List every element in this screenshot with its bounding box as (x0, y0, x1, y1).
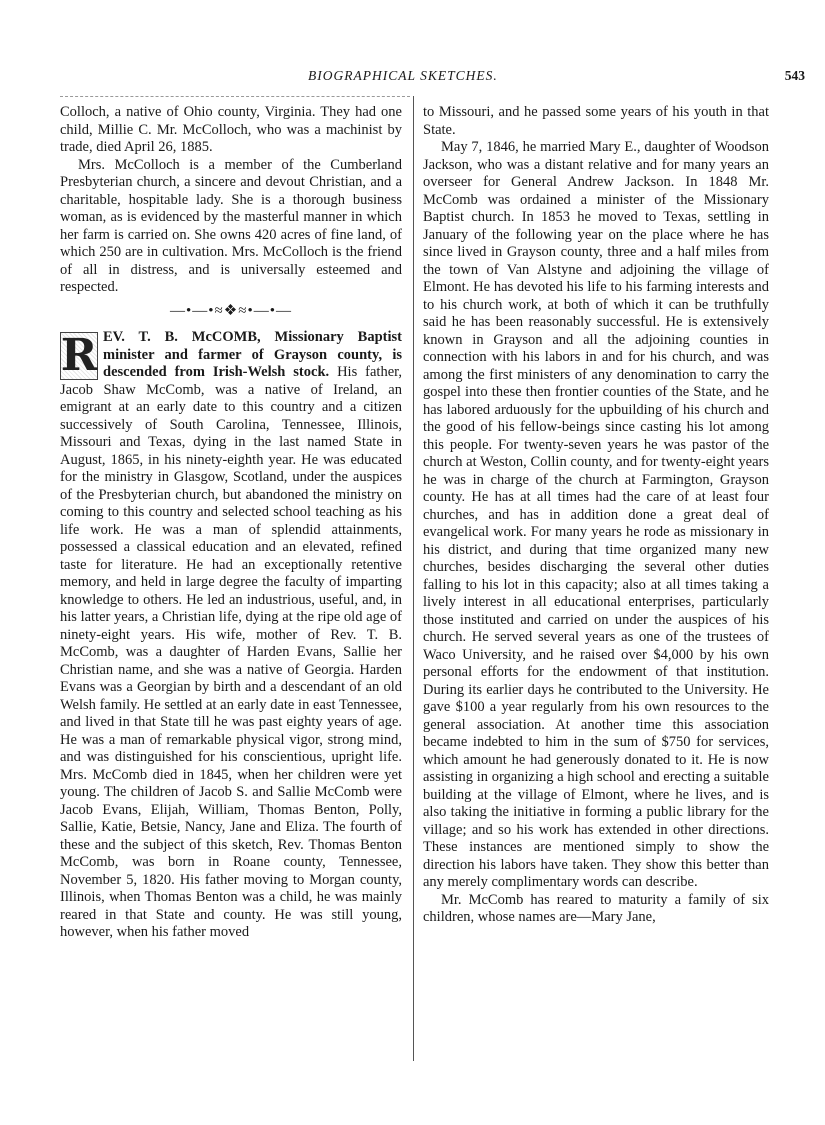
sketch-lead: EV. T. B. McCOMB, Missionary Baptist minister and farmer of Grayson county, is descended from Irish-Welsh stock. (103, 329, 402, 380)
sketch-body: His father, Jacob Shaw McComb, was a native of Ireland, an emigrant at an early date to this country and a citizen successively of South Carolina, Tennessee, Illinois, Missouri and Texas, dying in the last named State in August, 1865, in his ninety-eighth year. He was educated for the ministry in Glasgow, Scotland, under the auspices of the Presbyterian church, but abandoned the ministry on coming to this country and selected school teaching as his life work. He was a man of splendid attainments, possessed a classical education and an elevated, refined taste for literature. He had an exceptionally retentive memory, and held in large degree the faculty of imparting knowledge to others. He led an industrious, useful, and, in his latter years, a Christian life, dying at the ripe old age of ninety-eight years. His wife, mother of Rev. T. B. McComb, was a daughter of Harden Evans, Sallie her Christian name, and she was a native of Georgia. Harden Evans was a Georgian by birth and a descendant of an old Welsh family. He settled at an early date in east Tennessee, and lived in that State till he was past eighty years of age. He was a man of remarkable physical vigor, strong mind, and was distinguished for his conscientious, upright life. Mrs. McComb died in 1845, when her children were yet young. The children of Jacob S. and Sallie McComb were Jacob Evans, Elijah, William, Thomas Benton, Polly, Sallie, Katie, Betsie, Nancy, Jane and Eliza. The fourth of these and the subject of this sketch, Rev. Thomas Benton McComb, was born in Roane county, Tennessee, November 5, 1820. His father moving to Morgan county, Illinois, when Thomas Benton was a child, he was mainly reared in that State and county. He was still young, however, when his father moved (60, 364, 402, 940)
page-number: 543 (784, 68, 805, 83)
paragraph: Mr. McComb has reared to maturity a family of six children, whose names are—Mary Jane, (423, 891, 769, 925)
ornament-divider: —•—•≈❖≈•—•— (170, 302, 292, 319)
paragraph: Colloch, a native of Ohio county, Virginia. They had one child, Millie C. Mr. McColloch, who was a machinist by trade, died April 26, 1885. (60, 104, 402, 155)
running-head: BIOGRAPHICAL SKETCHES. (308, 68, 498, 83)
page-header (58, 68, 805, 92)
right-column (423, 104, 769, 927)
left-column (60, 104, 402, 942)
sketch-opening-paragraph (60, 329, 402, 942)
paragraph: May 7, 1846, he married Mary E., daughter of Woodson Jackson, who was a distant relative and for many years an overseer for General Andrew Jackson. In 1848 Mr. McComb was ordained a minister of the Missionary Baptist church. In 1853 he moved to Texas, settling in January of the following year on the place where he has since lived in Grayson county, three and a half miles from the town of Van Alstyne and adjoining the village of Elmont. He has devoted his life to his farming interests and to his church work, at both of which it can be truthfully said he has been reasonably successful. He is extensively known in Grayson and all the adjoining counties in connection with his labors in and for his church, and was among the first ministers of any denomination to carry the gospel into these then frontier counties of the State, and he has labored arduously for the upbuilding of his church and the good of his fellow-beings since casting his lot among this people. For twenty-seven years he was pastor of the church at Weston, Collin county, and for twenty-eight years he was in charge of the church at Farmington, Grayson county. He has at all times had the care of at least four churches, and has in addition done a great deal of evangelical work. For many years he rode as missionary in his district, and during that time organized many new churches, besides discharging the several other duties falling to his lot in this capacity; also at all times taking a lively interest in all educational enterprises, particularly those instituted and carried on under the auspices of his church. He served several years as one of the trustees of Waco University, and he raised over $4,000 by his own personal efforts for the endowment of that institution. During its earlier days he contributed to the University. He gave $100 a year regularly from his own resources to the general association. At another time this association became indebted to him in the sum of $750 for services, which amount he had generously donated to it. He is now assisting in organizing a high school and erecting a suitable building at the village of Elmont, where he lives, and is also taking the initiative in forming a public library for the village; and so his work has extended in other directions. These instances are mentioned simply to show the direction his labors have taken. They show this better than any merely complimentary words can describe. (423, 139, 769, 890)
top-divider (60, 96, 410, 97)
dropcap-letter: R (60, 330, 98, 381)
column-rule (413, 96, 414, 1061)
paragraph: to Missouri, and he passed some years of his youth in that State. (423, 104, 769, 138)
paragraph: Mrs. McColloch is a member of the Cumberland Presbyterian church, a sincere and devout Christian, and a charitable, hospitable lady. She is a thorough business woman, as is evidenced by the masterful manner in which her farm is carried on. She owns 420 acres of fine land, of which 250 are in cultivation. Mrs. McColloch is the friend of all in distress, and is universally esteemed and respected. (60, 156, 402, 295)
